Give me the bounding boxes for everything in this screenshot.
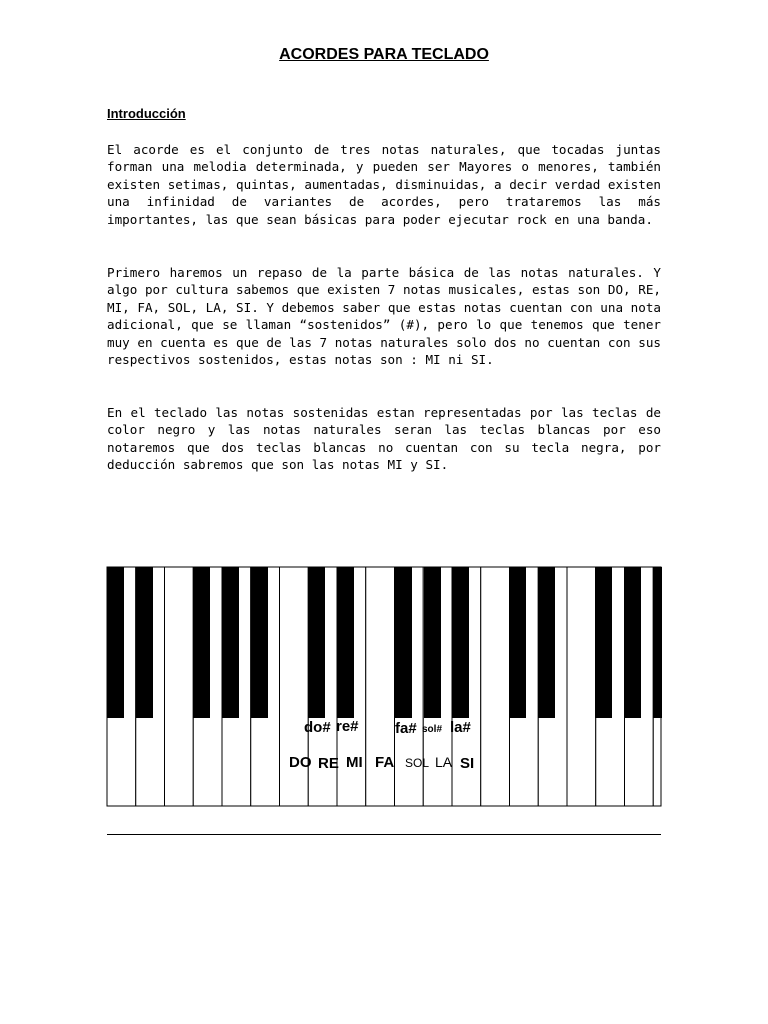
black-key <box>136 567 153 718</box>
paragraph-intro: El acorde es el conjunto de tres notas naturales, que tocadas juntas forman una melodia determinada, y pueden ser Mayores o menores, también existen setimas, quintas, aumentadas, disminuidas, a decir verdad existen una infinidad de variantes de acordes, pero trataremos las más importantes, las que sean básicas para poder ejecutar rock en una banda. <box>107 142 661 227</box>
black-key <box>538 567 555 718</box>
black-key <box>595 567 612 718</box>
paragraph-notes: Primero haremos un repaso de la parte básica de las notas naturales. Y algo por cultura sabemos que existen 7 notas musicales, estas son DO, RE, MI, FA, SOL, LA, SI. Y debemos saber que estas notas cuentan con una nota adicional, que se llaman “sostenidos” (#), pero lo que tenemos que tener muy en cuenta es que de las 7 notas naturales solo dos no cuentan con sus respectivos sostenidos, estas notas son : MI ni SI. <box>107 265 661 368</box>
black-key <box>395 567 412 718</box>
white-key <box>165 567 194 806</box>
label-la-sharp: la# <box>450 719 471 736</box>
black-key <box>337 567 354 718</box>
label-re: RE <box>318 755 339 772</box>
label-do: DO <box>289 754 312 771</box>
black-key <box>509 567 526 718</box>
label-sol-sharp: sol# <box>422 724 443 735</box>
label-do-sharp: do# <box>304 719 331 736</box>
black-key <box>107 567 124 718</box>
label-si: SI <box>460 755 475 772</box>
black-key <box>308 567 325 718</box>
label-sol: SOL <box>405 756 430 770</box>
section-heading: Introducción <box>107 106 186 121</box>
label-mi: MI <box>346 754 363 771</box>
black-key <box>653 567 662 718</box>
white-key <box>567 567 596 806</box>
paragraph-keyboard: En el teclado las notas sostenidas estan representadas por las teclas de color negro y las notas naturales seran las teclas blancas por eso notaremos que dos teclas blancas no cuentan con su tecla negra, por deducción sabremos que son las notas MI y SI. <box>107 405 661 473</box>
black-key <box>624 567 641 718</box>
black-key <box>424 567 441 718</box>
black-key <box>251 567 268 718</box>
black-key <box>193 567 210 718</box>
white-key <box>481 567 510 806</box>
label-fa-sharp: fa# <box>395 720 417 737</box>
horizontal-rule <box>107 834 661 835</box>
document-title: ACORDES PARA TECLADO <box>279 46 489 63</box>
black-key <box>452 567 469 718</box>
label-la: LA <box>435 754 453 770</box>
label-fa: FA <box>375 754 395 771</box>
black-key <box>222 567 239 718</box>
label-re-sharp: re# <box>336 718 359 735</box>
